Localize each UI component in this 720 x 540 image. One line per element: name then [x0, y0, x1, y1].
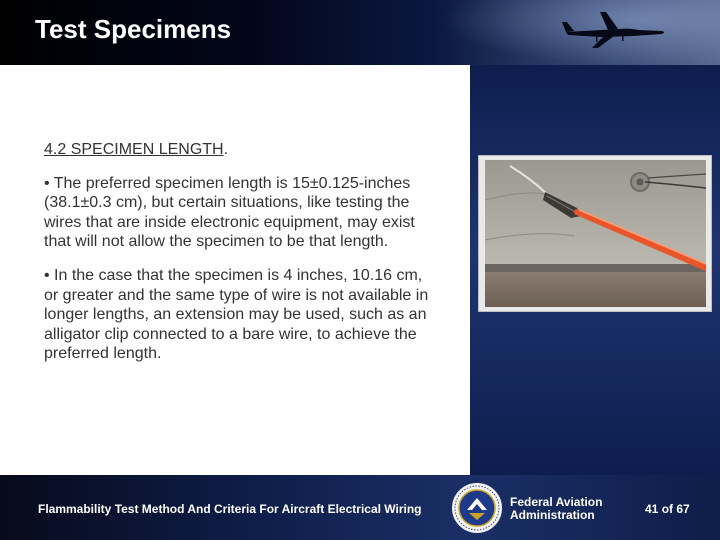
- page-current: 41: [645, 502, 659, 516]
- agency-name: [510, 496, 602, 522]
- airplane-icon: [560, 8, 670, 53]
- paragraph-extension: • In the case that the specimen is 4 inches, 10.16 cm, or greater and the same type of wire is not available in longer lengths, an extension may be used, such as an alligator clip connected to a bare wire, to achieve the preferred length.: [44, 266, 429, 363]
- section-heading-line: [44, 140, 434, 160]
- slide-header: [0, 0, 720, 65]
- page-number: [645, 502, 690, 516]
- slide-title: Test Specimens: [35, 14, 232, 44]
- agency-name-line1: Federal Aviation: [510, 495, 603, 509]
- paragraph-preferred-length: • The preferred specimen length is 15±0.125-inches (38.1±0.3 cm), but certain situations, like testing the wires that are inside electronic equipment, may exist that will not allow the specimen to be that length.: [44, 174, 415, 251]
- agency-name-line2: Administration: [510, 508, 595, 522]
- section-heading-suffix: .: [223, 141, 229, 158]
- page-total: 67: [676, 502, 690, 516]
- section-heading: 4.2 SPECIMEN LENGTH: [44, 141, 224, 158]
- page-separator: of: [661, 502, 674, 516]
- slide-content: [44, 140, 434, 378]
- photo-frame: [478, 155, 712, 312]
- alligator-clip-photo: [485, 160, 706, 307]
- faa-seal-icon: [449, 480, 505, 536]
- presentation-title: Flammability Test Method And Criteria For Aircraft Electrical Wiring: [38, 502, 422, 516]
- slide-footer: [0, 475, 720, 540]
